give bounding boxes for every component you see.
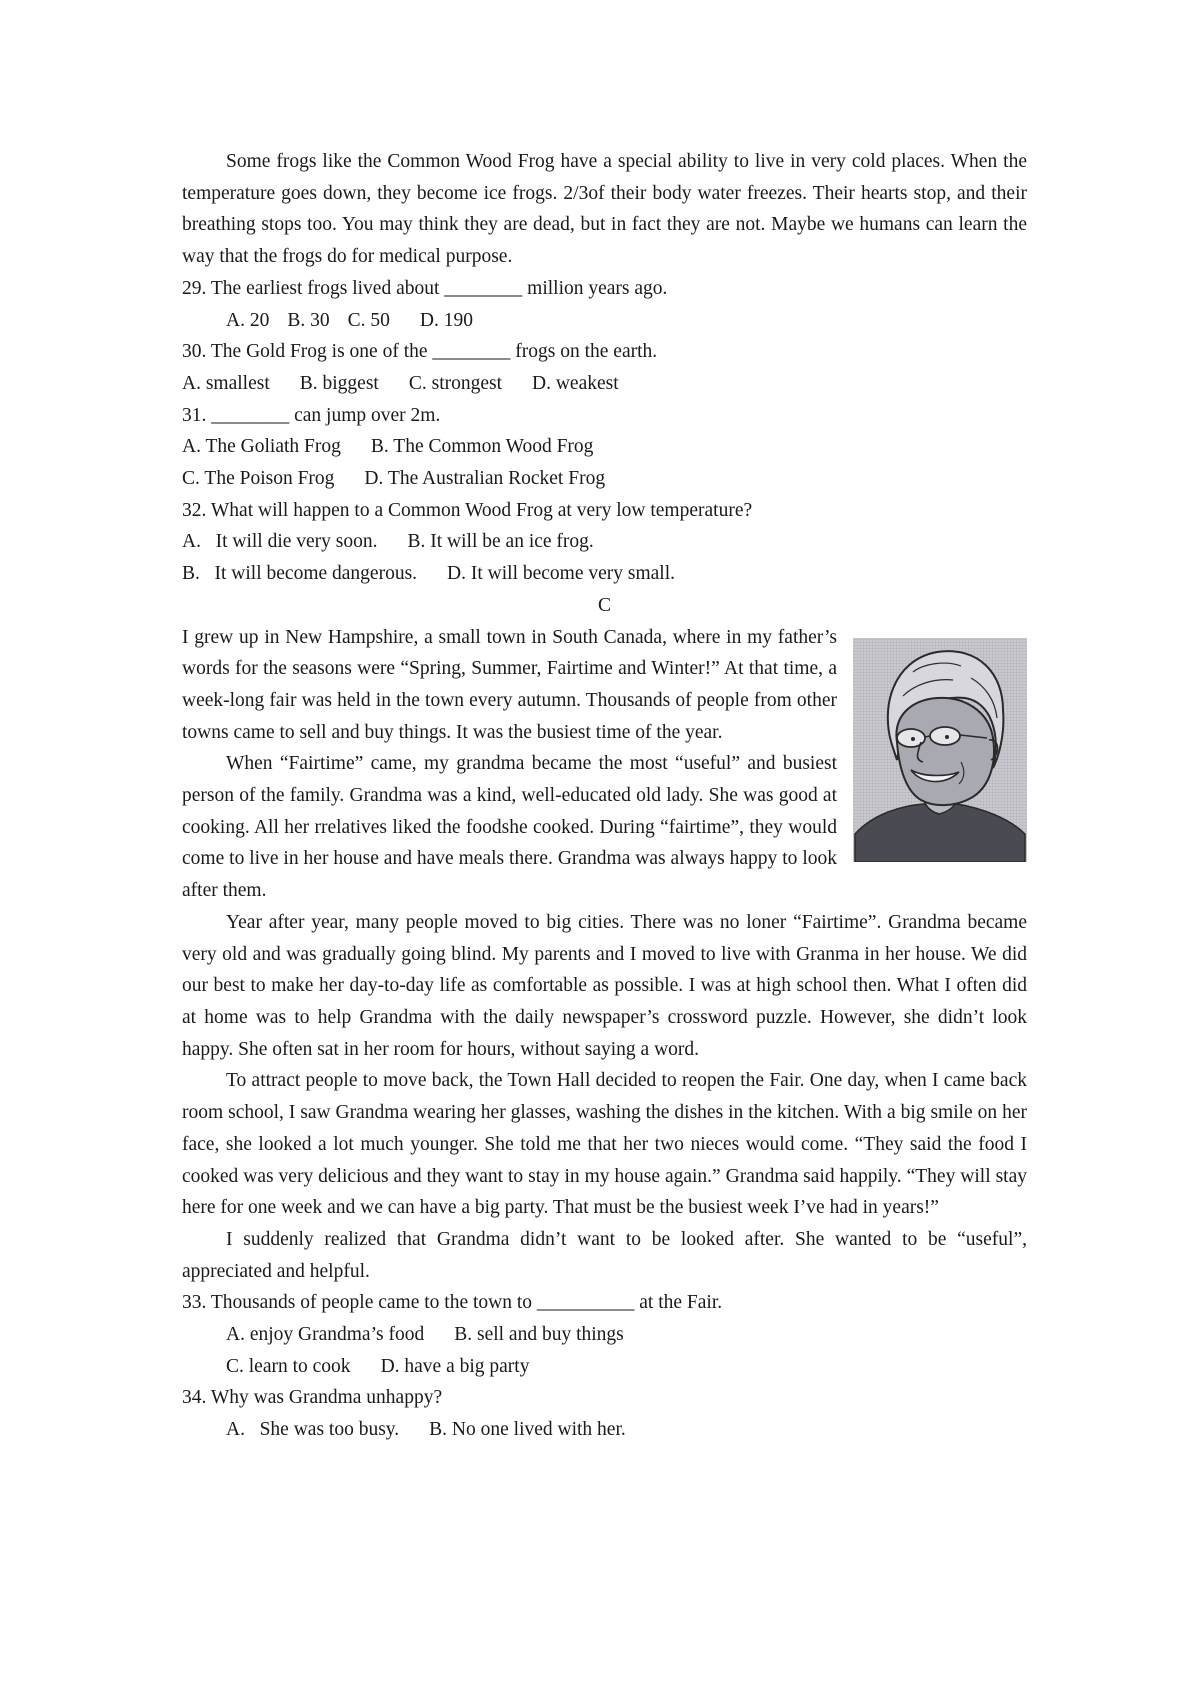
- option: C. learn to cook: [226, 1355, 351, 1377]
- question-30: [182, 336, 1027, 399]
- grandma-portrait-icon: [853, 638, 1027, 862]
- question-32-options-row-2: [182, 558, 1027, 590]
- question-34: [182, 1382, 1027, 1445]
- option: D. have a big party: [380, 1355, 530, 1377]
- passage-c-paragraph-4: To attract people to move back, the Town Hall decided to reopen the Fair. One day, when I came back room school, I saw Grandma wearing her glasses, washing the dishes in the kitchen. With a big smile on her face, she looked a lot much younger. She told me that her two nieces would come. “They said the food I cooked was very delicious and they want to stay in my house again.” Grandma said happily. “They will stay here for one week and we can have a big party. That must be the busiest week I’ve had in years!”: [182, 1070, 1027, 1219]
- passage-c-paragraph-3: Year after year, many people moved to big cities. There was no loner “Fairtime”. Grandma became very old and was gradually going blind. My parents and I moved to live with Granma in her house. We did our best to make her day-to-day life as comfortable as possible. I was at high school then. What I often did at home was to help Grandma with the daily newspaper’s crossword puzzle. However, she didn’t look happy. She often sat in her room for hours, without saying a word.: [182, 911, 1027, 1060]
- question-31-options-row-1: [182, 431, 1027, 463]
- question-33-options-row-1: [182, 1319, 1027, 1351]
- option: B. It will be an ice frog.: [407, 531, 594, 553]
- option: B. The Common Wood Frog: [370, 436, 594, 458]
- option: A. It will die very soon.: [182, 531, 378, 553]
- question-31-options-row-2: [182, 463, 1027, 495]
- option: B. biggest: [299, 372, 379, 394]
- question-29: [182, 273, 1027, 336]
- option: C. 50: [347, 309, 390, 331]
- question-32-stem: 32. What will happen to a Common Wood Frog at very low temperature?: [182, 499, 753, 521]
- section-c-heading: C: [597, 594, 611, 616]
- question-34-stem: 34. Why was Grandma unhappy?: [182, 1387, 443, 1409]
- question-29-stem: 29. The earliest frogs lived about ________ million years ago.: [182, 277, 668, 299]
- question-33: [182, 1287, 1027, 1382]
- question-30-stem: 30. The Gold Frog is one of the ________ frogs on the earth.: [182, 341, 658, 363]
- option: D. The Australian Rocket Frog: [364, 468, 606, 490]
- option: C. strongest: [408, 372, 503, 394]
- question-29-options: [182, 305, 1027, 337]
- passage-b-final-paragraph: Some frogs like the Common Wood Frog have a special ability to live in very cold places. When the temperature goes down, they become ice frogs. 2/3of their body water freezes. Their hearts stop, and their breathing stops too. You may think they are dead, but in fact they are not. Maybe we humans can learn the way that the frogs do for medical purpose.: [182, 151, 1027, 268]
- grandma-portrait-drawing: [853, 638, 1027, 862]
- question-33-options-row-2: [182, 1351, 1027, 1383]
- question-32: [182, 495, 1027, 590]
- exam-page: [182, 146, 1027, 1446]
- question-30-options: [182, 368, 1027, 400]
- question-31-stem: 31. ________ can jump over 2m.: [182, 404, 441, 426]
- option: C. The Poison Frog: [182, 468, 335, 490]
- option: A. enjoy Grandma’s food: [226, 1324, 425, 1346]
- option: A. She was too busy.: [226, 1419, 400, 1441]
- question-34-options: [182, 1414, 1027, 1446]
- option: A. The Goliath Frog: [182, 436, 341, 458]
- option: B. No one lived with her.: [429, 1419, 626, 1441]
- option: B. It will become dangerous.: [182, 563, 418, 585]
- passage-c: [182, 622, 1027, 1288]
- passage-c-paragraph-5: I suddenly realized that Grandma didn’t want to be looked after. She wanted to be “useful”, appreciated and helpful.: [182, 1228, 1027, 1282]
- option: D. weakest: [532, 372, 619, 394]
- option: D. It will become very small.: [447, 563, 676, 585]
- option: A. smallest: [182, 372, 270, 394]
- option: B. 30: [287, 309, 330, 331]
- passage-c-paragraph-1: I grew up in New Hampshire, a small town in South Canada, where in my father’s words for the seasons were “Spring, Summer, Fairtime and Winter!” At that time, a week-long fair was held in the town every autumn. Thousands of people from other towns came to sell and buy things. It was the busiest time of the year.: [182, 626, 837, 743]
- question-33-stem: 33. Thousands of people came to the town to __________ at the Fair.: [182, 1292, 723, 1314]
- question-31: [182, 400, 1027, 495]
- option: B. sell and buy things: [454, 1324, 624, 1346]
- question-32-options-row-1: [182, 526, 1027, 558]
- option: D. 190: [419, 309, 473, 331]
- option: A. 20: [226, 309, 270, 331]
- passage-c-paragraph-2: When “Fairtime” came, my grandma became the most “useful” and busiest person of the family. Grandma was a kind, well-educated old lady. She was good at cooking. All her rrelatives liked the foodshe cooked. During “fairtime”, they would come to live in her house and have meals there. Grandma was always happy to look after them.: [182, 753, 837, 902]
